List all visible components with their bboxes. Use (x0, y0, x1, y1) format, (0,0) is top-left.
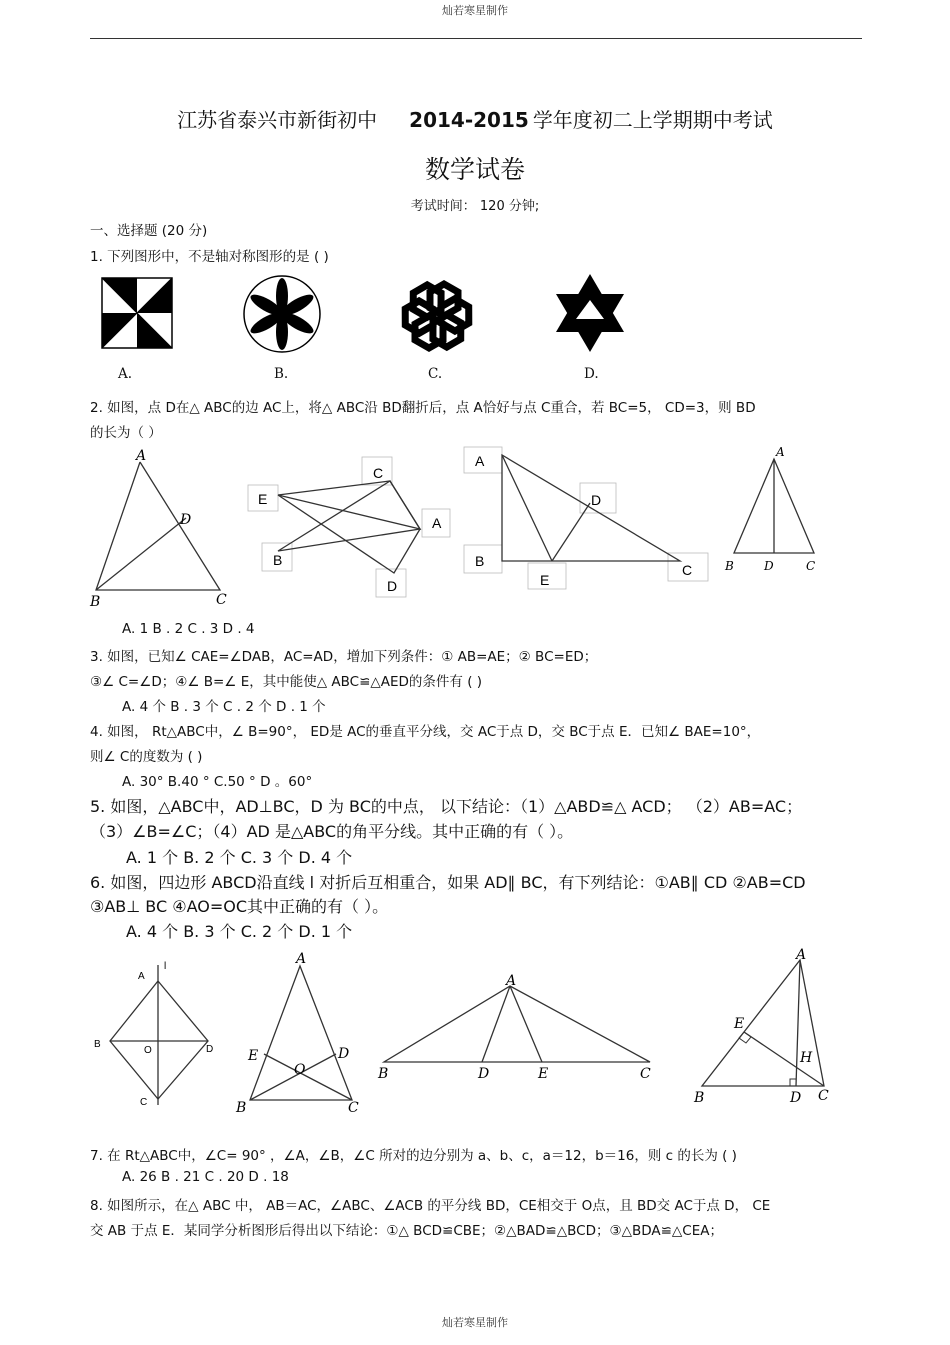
exam-title (0, 104, 950, 133)
fig6-label-d: D (338, 1046, 350, 1062)
question-7-line1: 7. 在 Rt△ABC中，∠C= 90° ，∠A，∠B，∠C 所对的边分别为 a、b、c，a＝12，b＝16，则 c 的长为 ( ) (90, 1148, 737, 1164)
section-heading: 一、选择题 (20 分) (90, 223, 208, 239)
subject-title: 数学试卷 (424, 155, 525, 184)
q1-figure-c (396, 280, 478, 352)
question-1: 1. 下列图形中，不是轴对称图形的是 ( ) (90, 249, 329, 265)
question-7-options: A. 26 B . 21 C . 20 D . 18 (122, 1169, 289, 1185)
fig8-label-h: H (800, 1050, 813, 1066)
fig3-label-e: E (540, 572, 550, 588)
fig8-label-c: C (818, 1088, 829, 1104)
question-5-options: A. 1 个 B. 2 个 C. 3 个 D. 4 个 (126, 848, 353, 867)
question-6-options: A. 4 个 B. 3 个 C. 2 个 D. 1 个 (126, 922, 353, 941)
fig5-label-l: l (164, 961, 167, 972)
question-3-line2: ③∠ C=∠D；④∠ B=∠ E，其中能使△ ABC≌△AED的条件有 ( ) (90, 674, 483, 690)
fig6-label-o: O (294, 1062, 306, 1078)
figure-wide-triangle (374, 972, 664, 1084)
fig6-label-a: A (296, 951, 307, 967)
fig2-label-d: D (387, 578, 398, 594)
page-header: 灿若寒星制作 (442, 4, 508, 17)
figure-rhombus-fold (90, 955, 220, 1110)
fig8-label-a: A (796, 947, 807, 963)
question-2-options: A. 1 B . 2 C . 3 D . 4 (122, 621, 255, 637)
fig2-label-b: B (273, 552, 283, 568)
fig6-label-c: C (348, 1100, 359, 1116)
fig2-label-c: C (373, 465, 384, 481)
fig1-label-c: C (216, 592, 227, 608)
question-4-options: A. 30° B.40 ° C.50 ° D 。60° (122, 774, 313, 790)
q1-figure-b (242, 274, 322, 354)
exam-term: 学年度初二上学期期中考试 (532, 108, 773, 132)
figure-triangle-abd (86, 448, 236, 613)
exam-time: 考试时间： 120 分钟; (410, 199, 540, 214)
fig5-label-a: A (138, 971, 145, 982)
q1-label-a: A. (118, 366, 133, 382)
fig5-label-o: O (144, 1045, 152, 1056)
q1-label-c: C. (428, 366, 443, 382)
fig7-label-a: A (506, 973, 517, 989)
fig5-label-c: C (140, 1097, 148, 1108)
question-8-line2: 交 AB 于点 E．某同学分析图形后得出以下结论：①△ BCD≌CBE；②△BAD≌△BCD；③△BDA≌△CEA； (90, 1223, 723, 1239)
fig8-label-d: D (790, 1090, 802, 1106)
fig3-label-c: C (682, 562, 693, 578)
question-8-line1: 8. 如图所示，在△ ABC 中， AB＝AC，∠ABC、∠ACB 的平分线 BD，CE相交于 O点，且 BD交 AC于点 D， CE (90, 1198, 771, 1214)
fig4-label-c: C (806, 559, 816, 573)
question-3-options: A. 4 个 B . 3 个 C . 2 个 D . 1 个 (122, 699, 326, 715)
fig1-label-b: B (90, 594, 101, 610)
school-name: 江苏省泰兴市新街初中 (177, 108, 378, 132)
fig5-label-d: D (206, 1044, 214, 1055)
question-4-line2: 则∠ C的度数为 ( ) (90, 749, 203, 765)
fig4-label-d: D (764, 559, 774, 573)
fig7-label-d: D (478, 1066, 490, 1082)
fig3-label-b: B (475, 553, 485, 569)
fig7-label-c: C (640, 1066, 651, 1082)
fig7-label-e: E (538, 1066, 549, 1082)
question-6-line1: 6. 如图，四边形 ABCD沿直线 l 对折后互相重合，如果 AD∥ BC，有下列结论：①AB∥ CD ②AB=CD (90, 873, 806, 892)
question-3-line1: 3. 如图，已知∠ CAE=∠DAB，AC=AD，增加下列条件：① AB=AE；② BC=ED； (90, 649, 598, 665)
fig8-label-b: B (694, 1090, 705, 1106)
figure-isosceles-altitude (722, 443, 822, 578)
fig3-label-a: A (475, 453, 485, 469)
figure-orthocenter (690, 947, 840, 1108)
fig1-label-d: D (180, 512, 192, 528)
fig8-label-e: E (734, 1016, 745, 1032)
q1-figure-a (100, 276, 174, 350)
question-2-line1: 2. 如图，点 D在△ ABC的边 AC上，将△ ABC沿 BD翻折后，点 A恰好与点 C重合，若 BC=5， CD=3，则 BD (90, 400, 756, 416)
header-rule (90, 38, 862, 39)
q1-label-d: D. (584, 366, 599, 382)
fig5-label-b: B (94, 1039, 101, 1050)
figure-isosceles-bisectors (228, 950, 368, 1118)
page-footer: 灿若寒星制作 (442, 1316, 508, 1329)
figure-right-triangle-fold (462, 445, 712, 590)
fig7-label-b: B (378, 1066, 389, 1082)
fig1-label-a: A (136, 448, 147, 464)
question-6-line2: ③AB⊥ BC ④AO=OC其中正确的有（ ）。 (90, 897, 389, 916)
fig4-label-b: B (725, 559, 734, 573)
question-2-line2: 的长为（ ） (90, 425, 162, 441)
fig6-label-b: B (236, 1100, 247, 1116)
question-4-line1: 4. 如图， Rt△ABC中，∠ B=90°， ED是 AC的垂直平分线，交 AC于点 D，交 BC于点 E．已知∠ BAE=10°， (90, 724, 761, 740)
q1-figure-d (552, 272, 628, 354)
fig6-label-e: E (248, 1048, 259, 1064)
figure-crossed-triangles (246, 455, 456, 600)
fig3-label-d: D (591, 492, 602, 508)
fig2-label-e: E (258, 491, 268, 507)
school-year: 2014-2015 (409, 108, 529, 132)
fig2-label-a: A (432, 515, 442, 531)
question-5-line2: （3）∠B=∠C；（4）AD 是△ABC的角平分线。其中正确的有（ ）。 (90, 822, 574, 841)
q1-label-b: B. (274, 366, 289, 382)
fig4-label-a: A (776, 445, 785, 459)
question-5-line1: 5. 如图，△ABC中，AD⊥BC，D 为 BC的中点， 以下结论：（1）△ABD≌△ ACD； （2）AB=AC； (90, 797, 803, 816)
